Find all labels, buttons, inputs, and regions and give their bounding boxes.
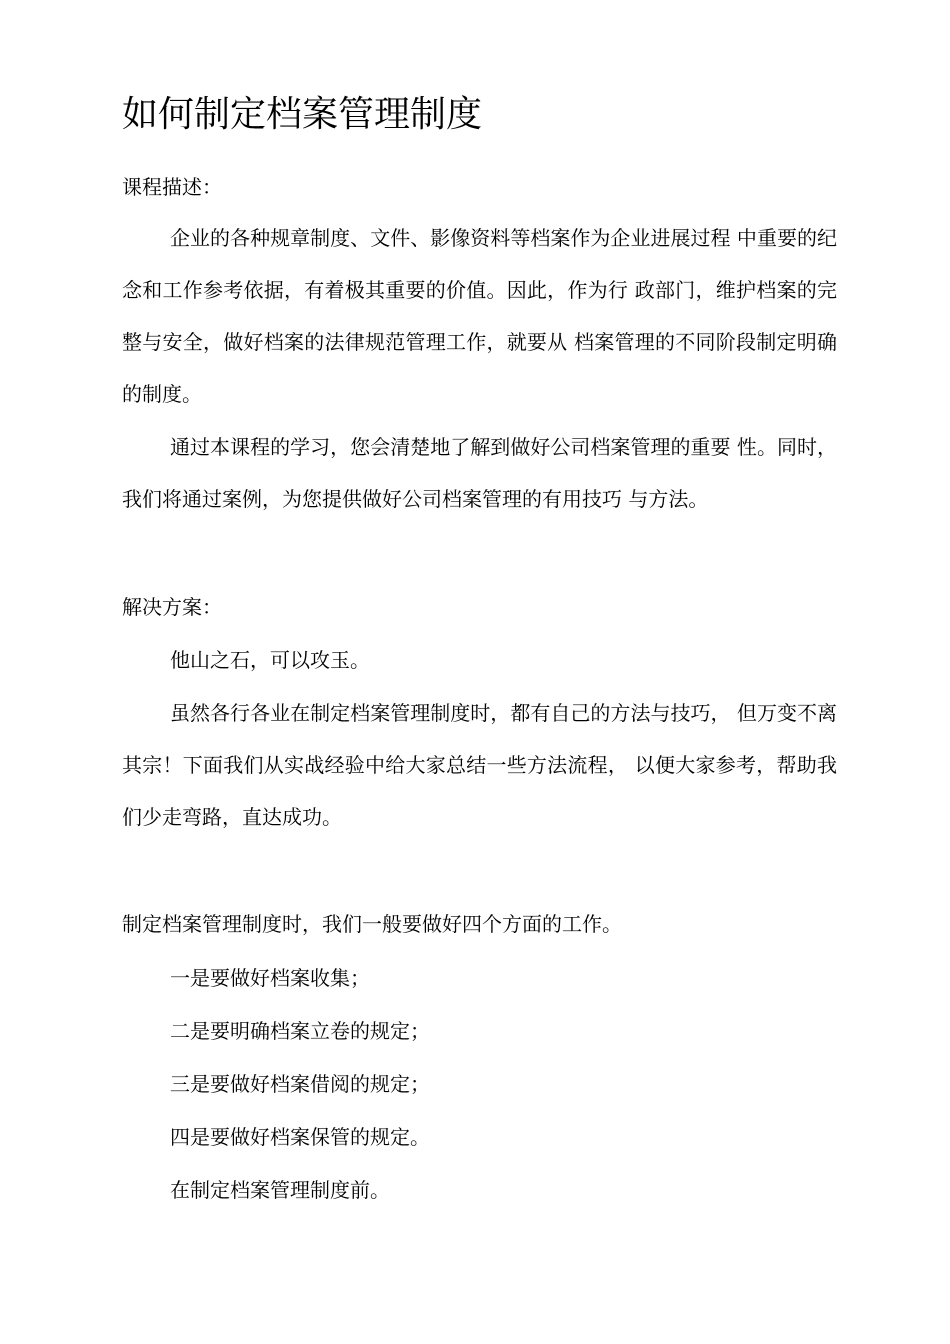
course-description-paragraph-2: 通过本课程的学习，您会清楚地了解到做好公司档案管理的重要 性。同时，我们将通过案例，为您提供做好公司档案管理的有用技巧 与方法。 — [122, 435, 837, 511]
list-item: 四是要做好档案保管的规定。 — [170, 1125, 430, 1149]
course-description-paragraph-1: 企业的各种规章制度、文件、影像资料等档案作为企业进展过程 中重要的纪念和工作参考依据，有着极其重要的价值。因此，作为行 政部门，维护档案的完整与安全，做好档案的法律规范管理工作，就要从 档案管理的不同阶段制定明确的制度。 — [122, 226, 837, 406]
course-description-label: 课程描述： — [122, 175, 222, 199]
four-aspects-intro: 制定档案管理制度时，我们一般要做好四个方面的工作。 — [122, 912, 622, 936]
list-item: 在制定档案管理制度前。 — [170, 1178, 390, 1202]
solution-paragraph: 虽然各行各业在制定档案管理制度时，都有自己的方法与技巧， 但万变不离其宗！下面我们从实战经验中给大家总结一些方法流程， 以便大家参考，帮助我们少走弯路，直达成功。 — [122, 701, 837, 829]
solution-lead: 他山之石，可以攻玉。 — [170, 648, 370, 672]
document-title: 如何制定档案管理制度 — [122, 94, 483, 135]
list-item: 三是要做好档案借阅的规定； — [170, 1072, 430, 1096]
list-item: 一是要做好档案收集； — [170, 966, 370, 990]
list-item: 二是要明确档案立卷的规定； — [170, 1019, 430, 1043]
solution-label: 解决方案： — [122, 595, 222, 619]
